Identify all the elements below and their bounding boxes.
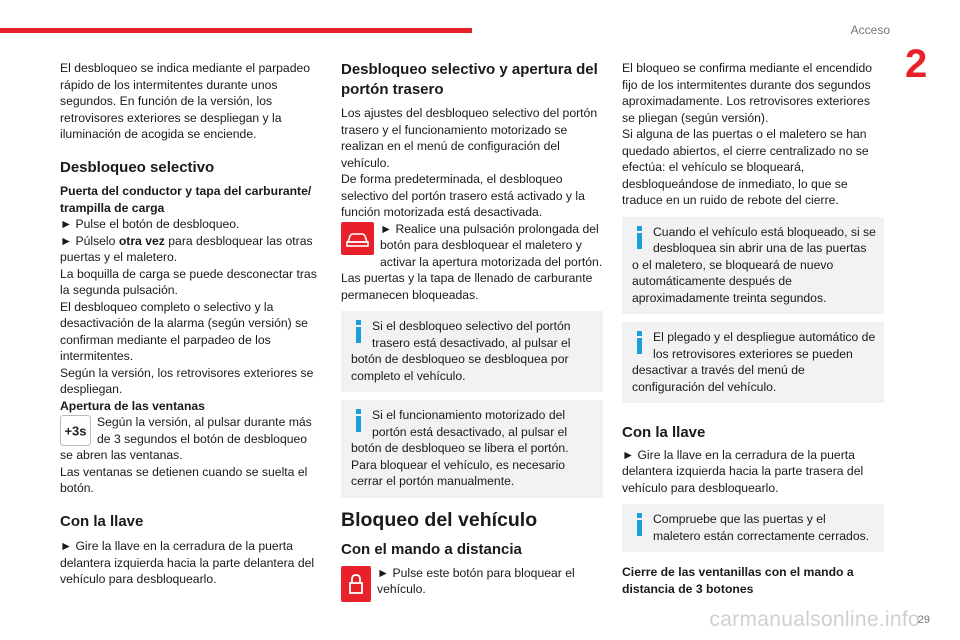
note-text: Cuando el vehículo está bloqueado, si se desbloquea sin abrir una de las puertas o el maletero, se bloqueará de nuevo automáticamente después de aproximadamente treinta segundos. bbox=[632, 224, 876, 305]
hold-3s-icon bbox=[60, 415, 91, 446]
note-box bbox=[622, 217, 884, 315]
windows-block bbox=[60, 414, 322, 464]
info-icon bbox=[632, 513, 648, 536]
windows-stop-text: Las ventanas se detienen cuando se suelta el botón. bbox=[60, 464, 308, 495]
tailgate-button-icon bbox=[341, 222, 374, 255]
note-box bbox=[622, 322, 884, 403]
svg-text:+3s: +3s bbox=[64, 423, 87, 439]
tailgate-button-block bbox=[341, 221, 603, 271]
windows-heading: Apertura de las ventanas bbox=[60, 398, 205, 413]
charge-plug-text: La boquilla de carga se puede desconectar tras la segunda pulsación. bbox=[60, 266, 317, 297]
tailgate-p1: Los ajustes del desbloqueo selectivo del portón trasero y el funcionamiento motorizado se realizan en el menú de configuración del vehículo. bbox=[341, 106, 598, 170]
step-1: ► Pulse el botón de desbloqueo. bbox=[60, 217, 240, 231]
key-heading-1: Con la llave bbox=[60, 512, 144, 530]
lock-confirm-text: El bloqueo se confirma mediante el encendido fijo de los intermitentes durante dos segundos aproximadamente. Los retrovisores exteriores se pliegan (según versión). bbox=[622, 61, 873, 125]
tailgate-p4: Las puertas y la tapa de llenado de carburante permanecen bloqueadas. bbox=[341, 271, 593, 302]
mirrors-text: Según la versión, los retrovisores exteriores se despliegan. bbox=[60, 365, 314, 396]
watermark: carmanualsonline.info bbox=[709, 608, 920, 631]
column-3 bbox=[622, 60, 884, 597]
intro-paragraph: El desbloqueo se indica mediante el parpadeo rápido de los intermitentes durante unos segundos. En función de la versión, los retrovisores exteriores se despliegan y la iluminación de acogida se enciende. bbox=[60, 61, 311, 141]
page-number: 29 bbox=[917, 614, 930, 626]
remote-heading: Con el mando a distancia bbox=[341, 541, 522, 558]
info-icon bbox=[632, 226, 648, 249]
remote-windows-heading: Cierre de las ventanillas con el mando a distancia de 3 botones bbox=[622, 565, 854, 596]
column-2 bbox=[341, 60, 603, 602]
section-title: Acceso bbox=[850, 23, 890, 37]
header-accent-bar bbox=[0, 28, 472, 33]
note-text: Si el desbloqueo selectivo del portón trasero está desactivado, al pulsar el botón de desbloqueo se desbloquea por completo el vehículo. bbox=[351, 319, 571, 383]
chapter-number: 2 bbox=[905, 42, 928, 86]
note-box bbox=[341, 311, 603, 392]
note-text: Si el funcionamiento motorizado del portón está desactivado, al pulsar el botón de desbloqueo se libera el portón. Para bloquear el vehículo, es necesario cerrar el portón manualmente. bbox=[351, 408, 569, 488]
column-1 bbox=[60, 60, 322, 588]
alarm-text: El desbloqueo completo o selectivo y la desactivación de la alarma (según versión) se confirman mediante el parpadeo de los intermitentes. bbox=[60, 299, 308, 363]
note-box bbox=[622, 504, 884, 552]
note-text: Compruebe que las puertas y el maletero están correctamente cerrados. bbox=[653, 512, 870, 543]
remote-text: ► Pulse este botón para bloquear el vehículo. bbox=[377, 565, 575, 596]
key-heading-2: Con la llave bbox=[622, 424, 706, 441]
info-icon bbox=[632, 331, 648, 354]
step-2: ► Púlselo otra vez para desbloquear las otras puertas y el maletero. bbox=[60, 233, 313, 264]
key-text-2: ► Gire la llave en la cerradura de la puerta delantera izquierda hacia la parte trasera del vehículo para desbloquearlo. bbox=[622, 447, 864, 495]
info-icon bbox=[351, 320, 367, 343]
tailgate-heading: Desbloqueo selectivo y apertura del portón trasero bbox=[341, 61, 598, 98]
lock-button-icon bbox=[341, 566, 371, 602]
info-icon bbox=[351, 409, 367, 432]
selective-unlock-heading: Desbloqueo selectivo bbox=[60, 158, 215, 176]
door-open-text: Si alguna de las puertas o el maletero se han quedado abiertos, el cierre centralizado no se efectúa: el vehículo se bloqueará, desbloqueándose de inmediato, lo que se traduce en un ruido de rebote del cierre. bbox=[622, 127, 869, 207]
key-text-1: ► Gire la llave en la cerradura de la puerta delantera izquierda hacia la parte delantera del vehículo para desbloquearlo. bbox=[60, 539, 315, 586]
note-box bbox=[341, 400, 603, 498]
tailgate-p3: ► Realice una pulsación prolongada del botón para desbloquear el maletero y activar la apertura motorizada del portón. bbox=[380, 221, 603, 269]
windows-text: Según la versión, al pulsar durante más de 3 segundos el botón de desbloqueo se abren las ventanas. bbox=[60, 415, 312, 462]
lock-vehicle-heading: Bloqueo del vehículo bbox=[341, 508, 538, 531]
remote-block bbox=[341, 565, 603, 598]
tailgate-p2: De forma predeterminada, el desbloqueo selectivo del portón trasero está activado y la función motorizada está desactivada. bbox=[341, 172, 585, 219]
note-text: El plegado y el despliegue automático de los retrovisores exteriores se pueden desactivar a través del menú de configuración del vehículo. bbox=[632, 330, 876, 394]
driver-door-subheading: Puerta del conductor y tapa del carburante/ trampilla de carga bbox=[60, 184, 312, 215]
